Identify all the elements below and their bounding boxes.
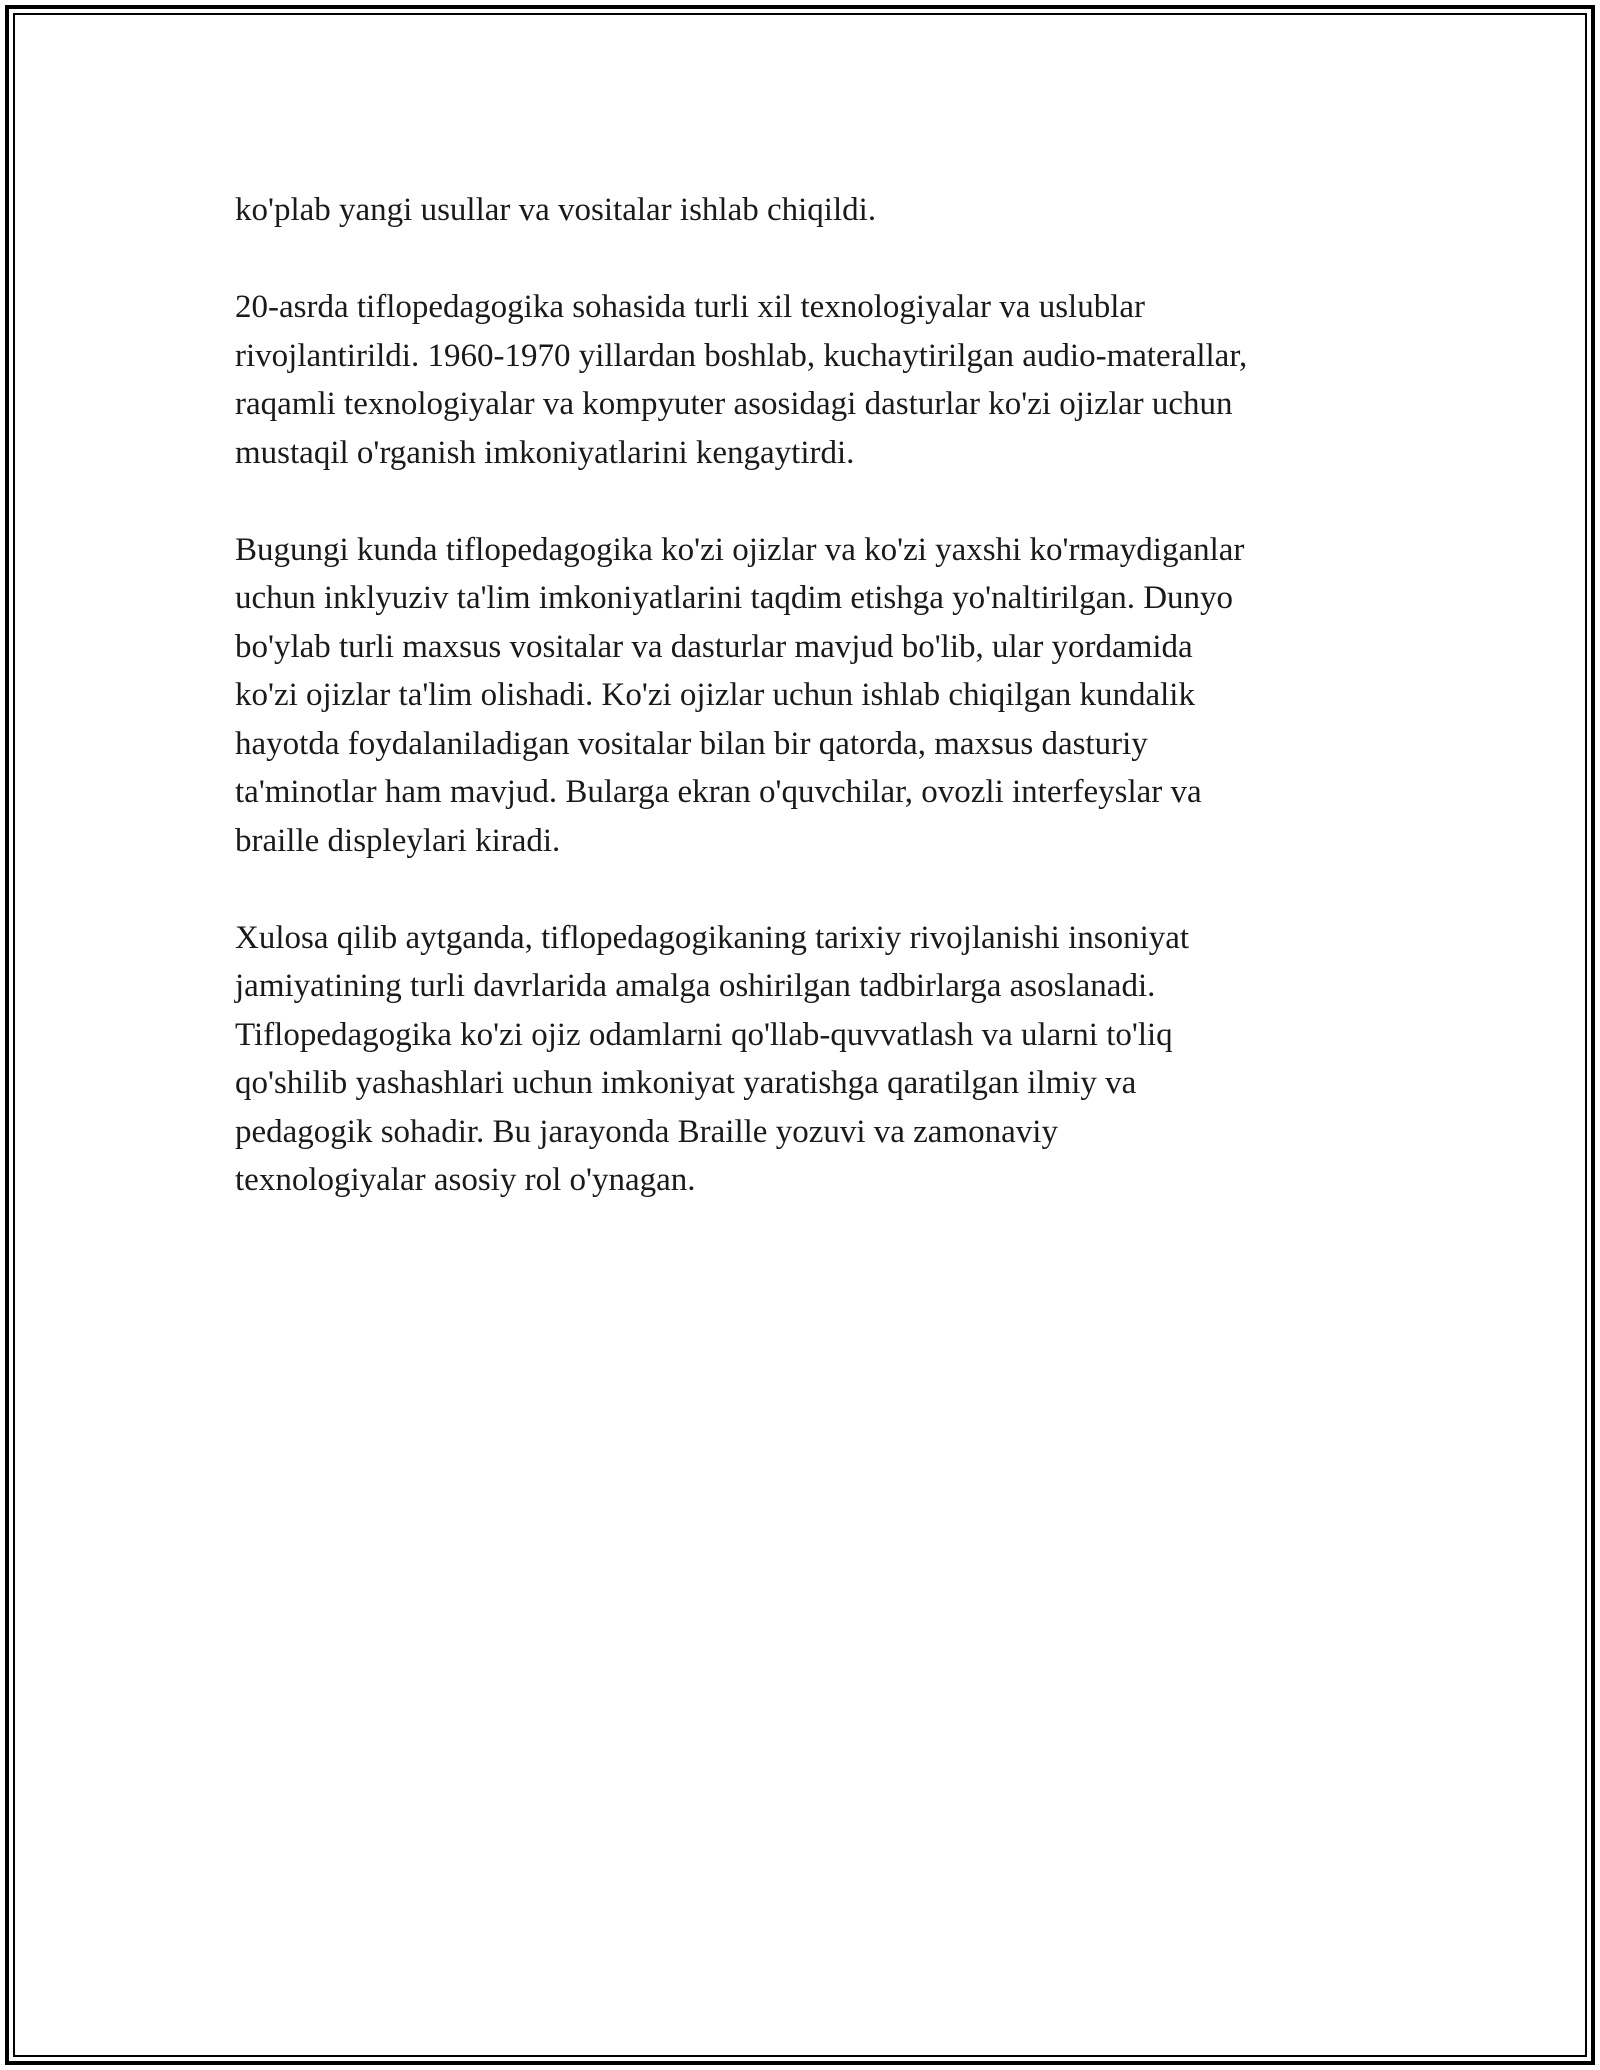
text-line: hayotda foydalaniladigan vositalar bilan bir qatorda, maxsus dasturiy bbox=[235, 725, 1148, 762]
paragraph-2 bbox=[235, 283, 1385, 477]
text-line: qo'shilib yashashlari uchun imkoniyat yaratishga qaratilgan ilmiy va bbox=[235, 1065, 1137, 1101]
text-line: ko'plab yangi usullar va vositalar ishlab chiqildi. bbox=[235, 192, 877, 228]
text-line: mustaqil o'rganish imkoniyatlarini kengaytirdi. bbox=[235, 434, 855, 471]
text-line: rivojlantirildi. 1960-1970 yillardan boshlab, kuchaytirilgan audio-materallar, bbox=[235, 337, 1248, 374]
text-line: pedagogik sohadir. Bu jarayonda Braille yozuvi va zamonaviy bbox=[235, 1113, 1058, 1150]
paragraph-3 bbox=[235, 526, 1385, 866]
text-line: texnologiyalar asosiy rol o'ynagan. bbox=[235, 1162, 696, 1198]
text-line: Xulosa qilib aytganda, tiflopedagogikaning tarixiy rivojlanishi insoniyat bbox=[235, 919, 1190, 956]
document-body bbox=[235, 186, 1385, 1253]
text-line: bo'ylab turli maxsus vositalar va dasturlar mavjud bo'lib, ular yordamida bbox=[235, 628, 1193, 665]
text-line: ta'minotlar ham mavjud. Bularga ekran o'quvchilar, ovozli interfeyslar va bbox=[235, 774, 1202, 810]
text-line: Bugungi kunda tiflopedagogika ko'zi ojizlar va ko'zi yaxshi ko'rmaydiganlar bbox=[235, 531, 1245, 568]
text-line: 20-asrda tiflopedagogika sohasida turli xil texnologiyalar va uslublar bbox=[235, 289, 1146, 325]
text-line: braille displeylari kiradi. bbox=[235, 822, 561, 859]
text-line: ko'zi ojizlar ta'lim olishadi. Ko'zi ojizlar uchun ishlab chiqilgan kundalik bbox=[235, 677, 1195, 713]
text-line: raqamli texnologiyalar va kompyuter asosidagi dasturlar ko'zi ojizlar uchun bbox=[235, 386, 1233, 422]
text-line: Tiflopedagogika ko'zi ojiz odamlarni qo'llab-quvvatlash va ularni to'liq bbox=[235, 1016, 1173, 1053]
paragraph-4 bbox=[235, 914, 1385, 1205]
paragraph-1 bbox=[235, 186, 1385, 235]
text-line: jamiyatining turli davrlarida amalga oshirilgan tadbirlarga asoslanadi. bbox=[235, 968, 1156, 1004]
text-line: uchun inklyuziv ta'lim imkoniyatlarini taqdim etishga yo'naltirilgan. Dunyo bbox=[235, 580, 1234, 616]
